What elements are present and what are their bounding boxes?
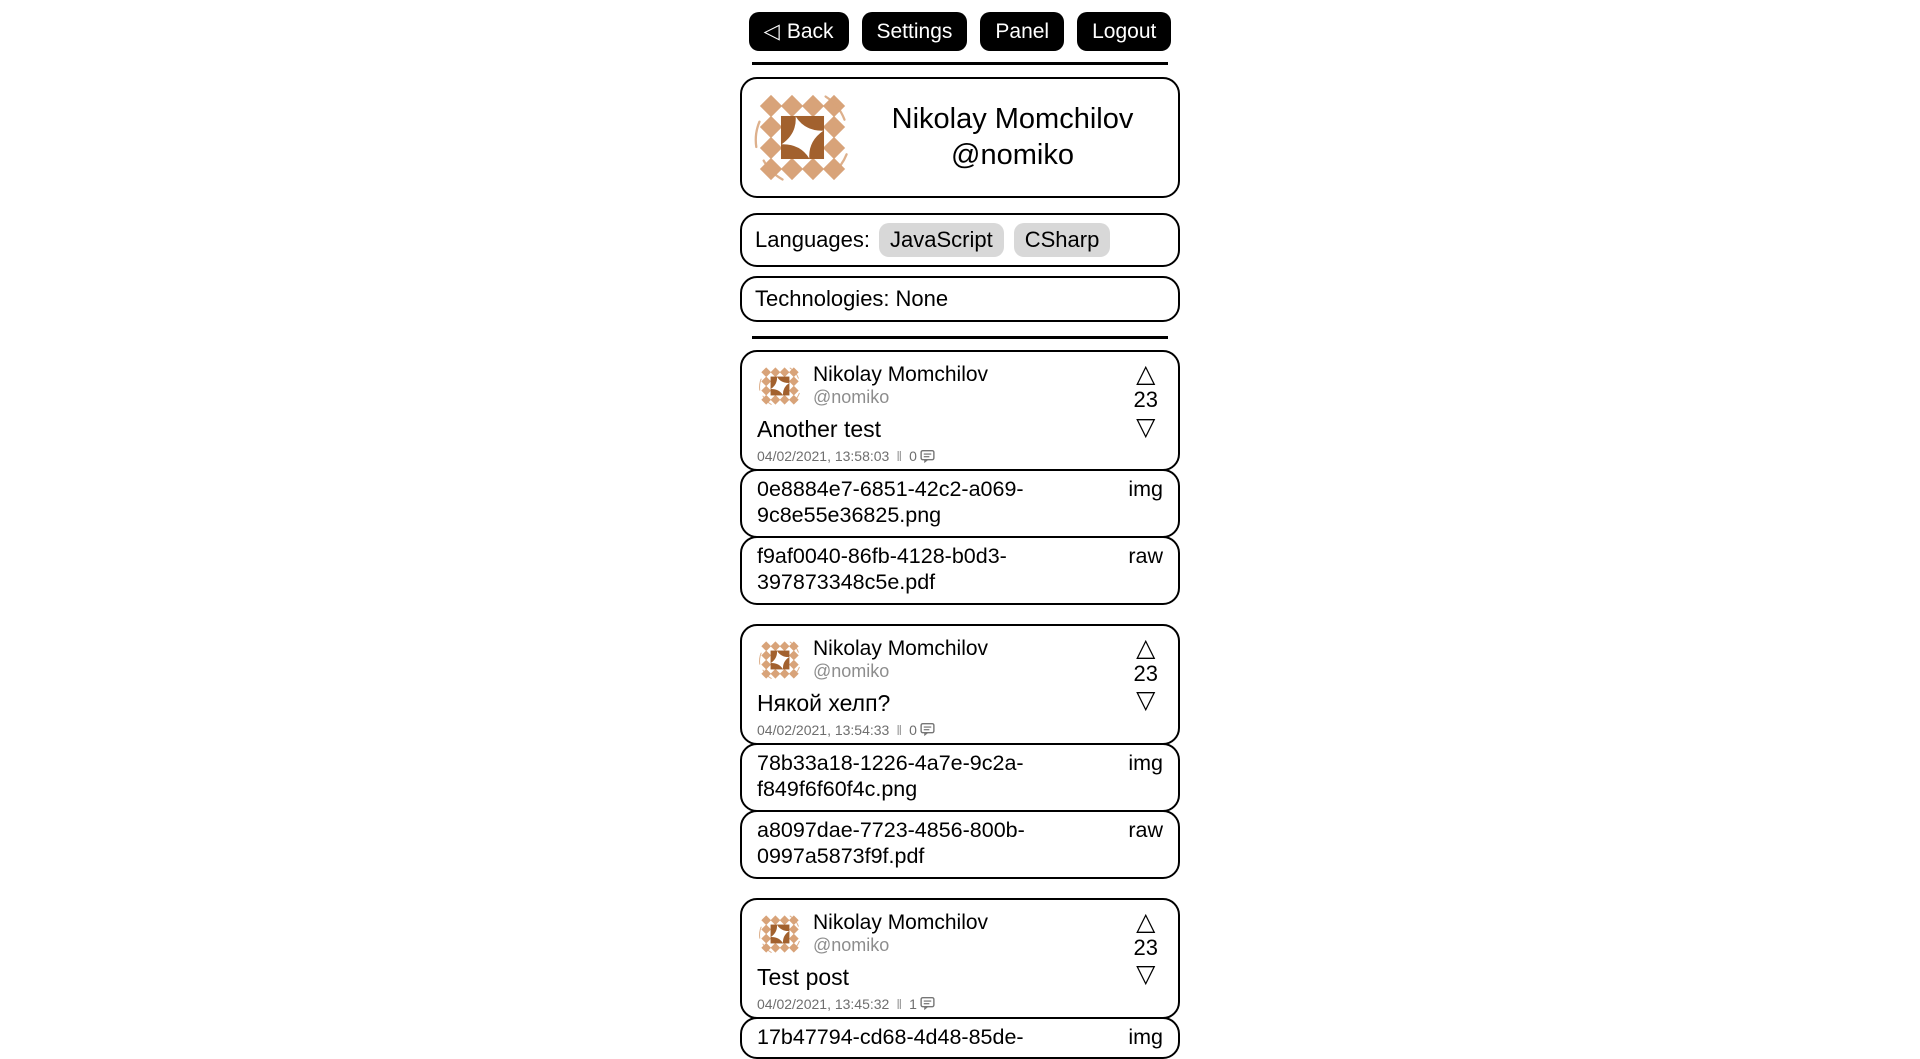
post-timestamp: 04/02/2021, 13:58:03 <box>757 448 890 464</box>
attachment-row[interactable] <box>740 743 1180 812</box>
attachment-row[interactable] <box>740 810 1180 879</box>
post-meta <box>757 448 1088 464</box>
post-avatar <box>757 363 803 409</box>
post-timestamp: 04/02/2021, 13:45:32 <box>757 995 890 1012</box>
upvote-button[interactable]: △ <box>1136 359 1156 388</box>
downvote-button[interactable]: ▽ <box>1136 685 1156 715</box>
post-comments <box>909 722 935 738</box>
attachment-row[interactable] <box>740 1017 1180 1059</box>
attachment-filename: 0e8884e7-6851-42c2-a069-9c8e55e36825.png <box>757 477 1024 528</box>
comments-icon <box>920 722 935 737</box>
back-button-label: Back <box>786 19 834 43</box>
post-meta <box>757 996 1088 1012</box>
post-timestamp: 04/02/2021, 13:54:33 <box>757 721 890 738</box>
profile-avatar <box>750 85 855 190</box>
technologies-value: None <box>895 286 949 311</box>
attachment-row[interactable] <box>740 536 1180 605</box>
post-card[interactable] <box>740 624 1180 745</box>
post-comments <box>909 996 935 1012</box>
toolbar <box>740 12 1180 51</box>
post-block <box>740 898 1180 1059</box>
vote-column <box>1133 906 1158 989</box>
vote-column <box>1133 632 1158 715</box>
post-title: Test post <box>757 963 850 990</box>
attachment-filename: f9af0040-86fb-4128-b0d3-397873348c5e.pdf <box>757 543 1007 595</box>
attachments-list <box>740 1017 1180 1059</box>
post-meta <box>757 722 1088 738</box>
post-author-name: Nikolay Momchilov <box>813 363 989 386</box>
separator-icon: ‖ <box>896 995 903 1012</box>
separator-icon: ‖ <box>896 448 903 464</box>
attachment-filename: 17b47794-cd68-4d48-85de- <box>757 1024 1024 1049</box>
upvote-button[interactable]: △ <box>1136 632 1156 662</box>
post-card[interactable] <box>740 350 1180 471</box>
post-author-block <box>813 363 988 409</box>
attachments-list <box>740 743 1180 879</box>
divider-top <box>752 62 1168 65</box>
language-badge: CSharp <box>1014 223 1111 257</box>
languages-label: Languages: <box>755 227 870 252</box>
comment-count: 0 <box>909 448 917 464</box>
vote-column <box>1134 361 1158 440</box>
profile-text <box>855 102 1170 173</box>
languages-list <box>879 223 1110 257</box>
logout-button[interactable]: Logout <box>1077 12 1171 51</box>
post-author-name: Nikolay Momchilov <box>813 910 989 934</box>
attachment-type: img <box>1128 1024 1163 1049</box>
technologies-label: Technologies: <box>755 286 890 311</box>
comment-count: 1 <box>909 995 917 1012</box>
attachment-type: raw <box>1128 817 1163 842</box>
post-author-handle: @nomiko <box>813 934 890 955</box>
post-avatar <box>757 637 803 683</box>
post-title: Another test <box>757 416 882 442</box>
page <box>740 0 1180 1059</box>
back-icon: ◁ <box>763 20 780 43</box>
profile-handle: @nomiko <box>951 138 1074 171</box>
upvote-button[interactable]: △ <box>1136 906 1156 936</box>
vote-count: 23 <box>1133 387 1158 413</box>
comments-icon <box>920 996 935 1011</box>
panel-button[interactable]: Panel <box>980 12 1064 51</box>
post-avatar <box>757 911 803 957</box>
post-card[interactable] <box>740 898 1180 1019</box>
post-comments <box>909 448 935 464</box>
post-author-handle: @nomiko <box>813 660 890 681</box>
attachment-filename: 78b33a18-1226-4a7e-9c2a-f849f6f60f4c.png <box>757 750 1024 802</box>
comments-icon <box>920 449 935 464</box>
post-header <box>757 637 1088 683</box>
downvote-button[interactable]: ▽ <box>1136 959 1156 989</box>
post-header <box>757 911 1088 957</box>
attachments-list <box>740 469 1180 605</box>
profile-card <box>740 77 1180 198</box>
settings-button[interactable]: Settings <box>862 12 968 51</box>
post-author-block <box>813 637 988 683</box>
attachment-filename: a8097dae-7723-4856-800b-0997a5873f9f.pdf <box>757 817 1025 869</box>
post-header <box>757 363 1088 409</box>
post-title: Някой хелп? <box>757 689 891 716</box>
post-author-block <box>813 911 988 957</box>
attachment-type: raw <box>1128 543 1163 568</box>
comment-count: 0 <box>909 721 917 738</box>
posts-list <box>740 350 1180 1059</box>
post-block <box>740 624 1180 879</box>
profile-name: Nikolay Momchilov <box>891 103 1134 136</box>
post-author-handle: @nomiko <box>813 387 890 408</box>
languages-card <box>740 213 1180 267</box>
language-badge: JavaScript <box>879 223 1004 257</box>
technologies-card <box>740 276 1180 322</box>
vote-count: 23 <box>1133 934 1158 960</box>
post-author-name: Nikolay Momchilov <box>813 636 989 660</box>
post-block <box>740 350 1180 605</box>
back-button[interactable] <box>749 12 849 51</box>
vote-count: 23 <box>1133 661 1158 686</box>
downvote-button[interactable]: ▽ <box>1136 411 1156 441</box>
attachment-type: img <box>1128 750 1163 775</box>
attachment-row[interactable] <box>740 469 1180 538</box>
attachment-type: img <box>1128 477 1163 501</box>
separator-icon: ‖ <box>896 721 903 738</box>
divider-posts <box>752 336 1168 339</box>
